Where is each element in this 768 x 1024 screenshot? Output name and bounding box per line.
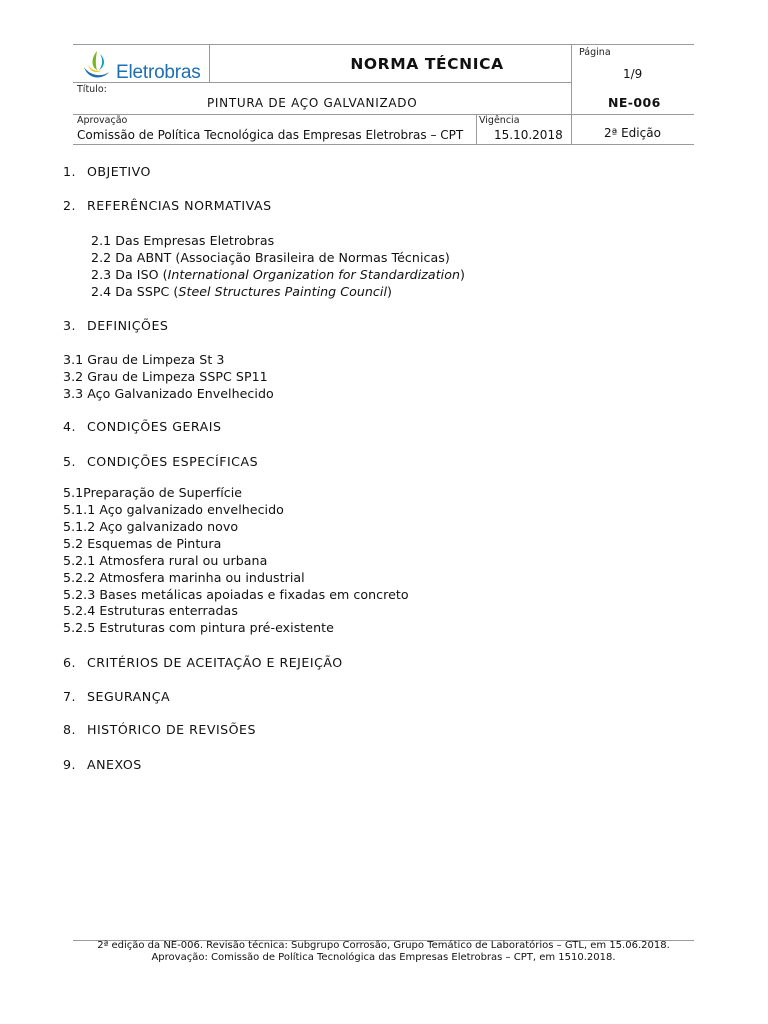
- subsection-3-1: 3.1 Grau de Limpeza St 3: [63, 352, 225, 367]
- italic-text: Steel Structures Painting Council: [178, 284, 388, 299]
- divider: [73, 114, 694, 115]
- page-number: 1/9: [623, 67, 643, 81]
- italic-text: International Organization for Standardization: [167, 267, 461, 282]
- section-title: CONDIÇÕES ESPECÍFICAS: [87, 454, 259, 469]
- footer-revision-note: 2ª edição da NE-006. Revisão técnica: Subgrupo Corrosão, Grupo Temático de Laboratórios – GTL, em 15.06.2018.: [97, 940, 670, 951]
- section-6: [63, 655, 343, 670]
- subsection-5-2-1: 5.2.1 Atmosfera rural ou urbana: [63, 553, 268, 568]
- section-title: SEGURANÇA: [87, 689, 171, 704]
- section-number: 7.: [63, 689, 77, 704]
- section-number: 4.: [63, 419, 77, 434]
- approval-value: Comissão de Política Tecnológica das Empresas Eletrobras – CPT: [77, 128, 464, 142]
- section-title: HISTÓRICO DE REVISÕES: [87, 722, 257, 737]
- brand-name: Eletrobras: [116, 62, 201, 83]
- section-number: 9.: [63, 757, 77, 772]
- approval-label: Aprovação: [77, 115, 128, 126]
- document-title: PINTURA DE AÇO GALVANIZADO: [207, 96, 418, 110]
- validity-label: Vigência: [479, 115, 520, 126]
- section-title: REFERÊNCIAS NORMATIVAS: [87, 198, 272, 213]
- subsection-3-2: 3.2 Grau de Limpeza SSPC SP11: [63, 369, 268, 384]
- eletrobras-logo-icon: [79, 48, 115, 84]
- section-3: [63, 318, 168, 333]
- subsection-5-2-5: 5.2.5 Estruturas com pintura pré-existente: [63, 620, 334, 635]
- section-title: CONDIÇÕES GERAIS: [87, 419, 222, 434]
- subsection-5-1-2: 5.1.2 Aço galvanizado novo: [63, 519, 239, 534]
- divider: [476, 114, 477, 145]
- section-title: OBJETIVO: [87, 164, 151, 179]
- section-number: 8.: [63, 722, 77, 737]
- section-number: 6.: [63, 655, 77, 670]
- section-title: DEFINIÇÕES: [87, 318, 169, 333]
- section-9: [63, 757, 142, 772]
- section-2: [63, 198, 272, 213]
- subsection-5-2: 5.2 Esquemas de Pintura: [63, 536, 222, 551]
- document-type-title: NORMA TÉCNICA: [350, 55, 504, 73]
- section-number: 1.: [63, 164, 77, 179]
- section-1: [63, 164, 151, 179]
- document-code: NE-006: [608, 95, 661, 110]
- subsection-5-2-2: 5.2.2 Atmosfera marinha ou industrial: [63, 570, 305, 585]
- title-label: Título:: [77, 84, 107, 95]
- section-4: [63, 419, 221, 434]
- text: ): [387, 284, 392, 299]
- section-title: CRITÉRIOS DE ACEITAÇÃO E REJEIÇÃO: [87, 655, 343, 670]
- section-number: 3.: [63, 318, 77, 333]
- subsection-3-3: 3.3 Aço Galvanizado Envelhecido: [63, 386, 274, 401]
- divider: [73, 144, 694, 145]
- text: ): [460, 267, 465, 282]
- subsection-5-1: 5.1Preparação de Superfície: [63, 485, 243, 500]
- subsection-5-1-1: 5.1.1 Aço galvanizado envelhecido: [63, 502, 284, 517]
- validity-date: 15.10.2018: [494, 128, 563, 142]
- section-title: ANEXOS: [87, 757, 142, 772]
- subsection-2-2: 2.2 Da ABNT (Associação Brasileira de Normas Técnicas): [91, 250, 450, 265]
- footer-approval-note: Aprovação: Comissão de Política Tecnológica das Empresas Eletrobras – CPT, em 1510.2018.: [151, 952, 616, 963]
- subsection-5-2-4: 5.2.4 Estruturas enterradas: [63, 603, 238, 618]
- text: 2.3 Da ISO (: [91, 267, 168, 282]
- subsection-5-2-3: 5.2.3 Bases metálicas apoiadas e fixadas em concreto: [63, 587, 409, 602]
- section-7: [63, 689, 170, 704]
- section-5: [63, 454, 258, 469]
- edition: 2ª Edição: [604, 126, 661, 140]
- divider: [73, 44, 694, 45]
- section-8: [63, 722, 256, 737]
- subsection-2-3: [91, 267, 465, 282]
- subsection-2-1: 2.1 Das Empresas Eletrobras: [91, 233, 275, 248]
- subsection-2-4: [91, 284, 392, 299]
- eletrobras-logo: [79, 48, 207, 84]
- page-label: Página: [579, 47, 611, 58]
- section-number: 5.: [63, 454, 77, 469]
- section-number: 2.: [63, 198, 77, 213]
- header-table: [73, 44, 694, 145]
- text: 2.4 Da SSPC (: [91, 284, 179, 299]
